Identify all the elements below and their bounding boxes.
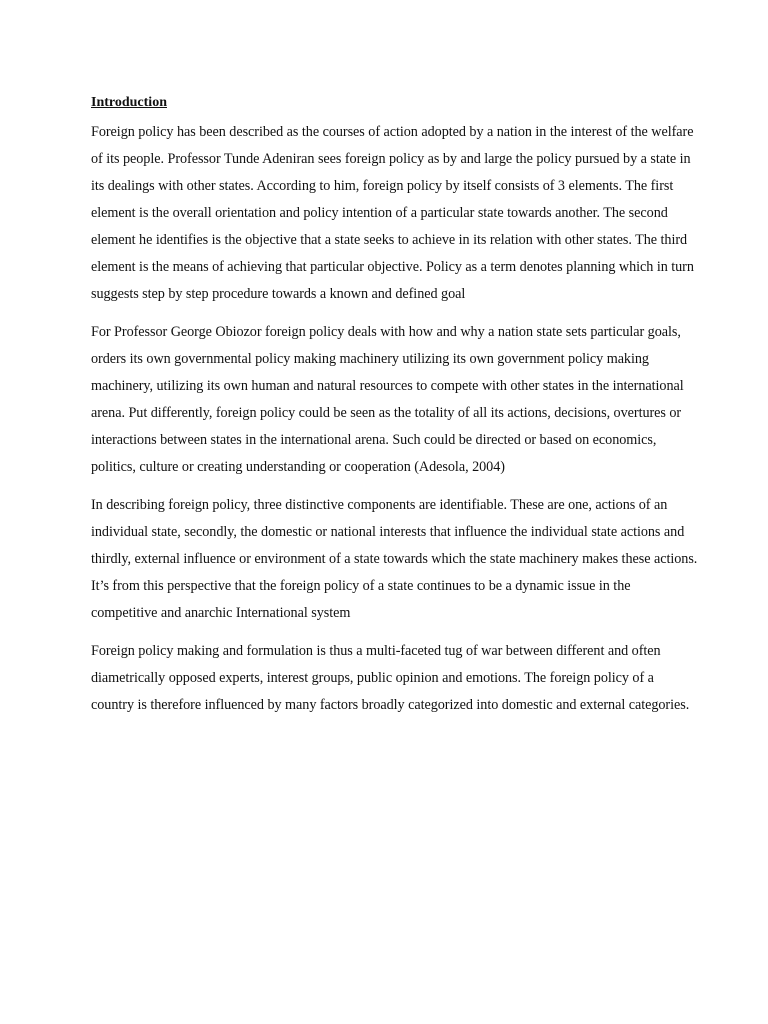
paragraph-3: In describing foreign policy, three distinctive components are identifiable. These are one, actions of an individual state, secondly, the domestic or national interests that influence the individual state actions and thirdly, external influence or environment of a state towards which the state machinery makes these actions. It’s from this perspective that the foreign policy of a state continues to be a dynamic issue in the competitive and anarchic International system [91, 497, 698, 621]
section-heading: Introduction [91, 95, 167, 110]
paragraph-1: Foreign policy has been described as the courses of action adopted by a nation in the interest of the welfare of its people. Professor Tunde Adeniran sees foreign policy as by and large the policy pursued by a state in its dealings with other states. According to him, foreign policy by itself consists of 3 elements. The first element is the overall orientation and policy intention of a particular state towards another. The second element he identifies is the objective that a state seeks to achieve in its relation with other states. The third element is the means of achieving that particular objective. Policy as a term denotes planning which in turn suggests step by step procedure towards a known and defined goal [91, 124, 694, 302]
paragraph-4: Foreign policy making and formulation is thus a multi-faceted tug of war between different and often diametrically opposed experts, interest groups, public opinion and emotions. The foreign policy of a country is therefore influenced by many factors broadly categorized into domestic and external categories. [91, 643, 690, 713]
paragraph-2: For Professor George Obiozor foreign policy deals with how and why a nation state sets particular goals, orders its own governmental policy making machinery utilizing its own government policy making machinery, utilizing its own human and natural resources to compete with other states in the international arena. Put differently, foreign policy could be seen as the totality of all its actions, decisions, overtures or interactions between states in the international arena. Such could be directed or based on economics, politics, culture or creating understanding or cooperation (Adesola, 2004) [91, 324, 684, 475]
